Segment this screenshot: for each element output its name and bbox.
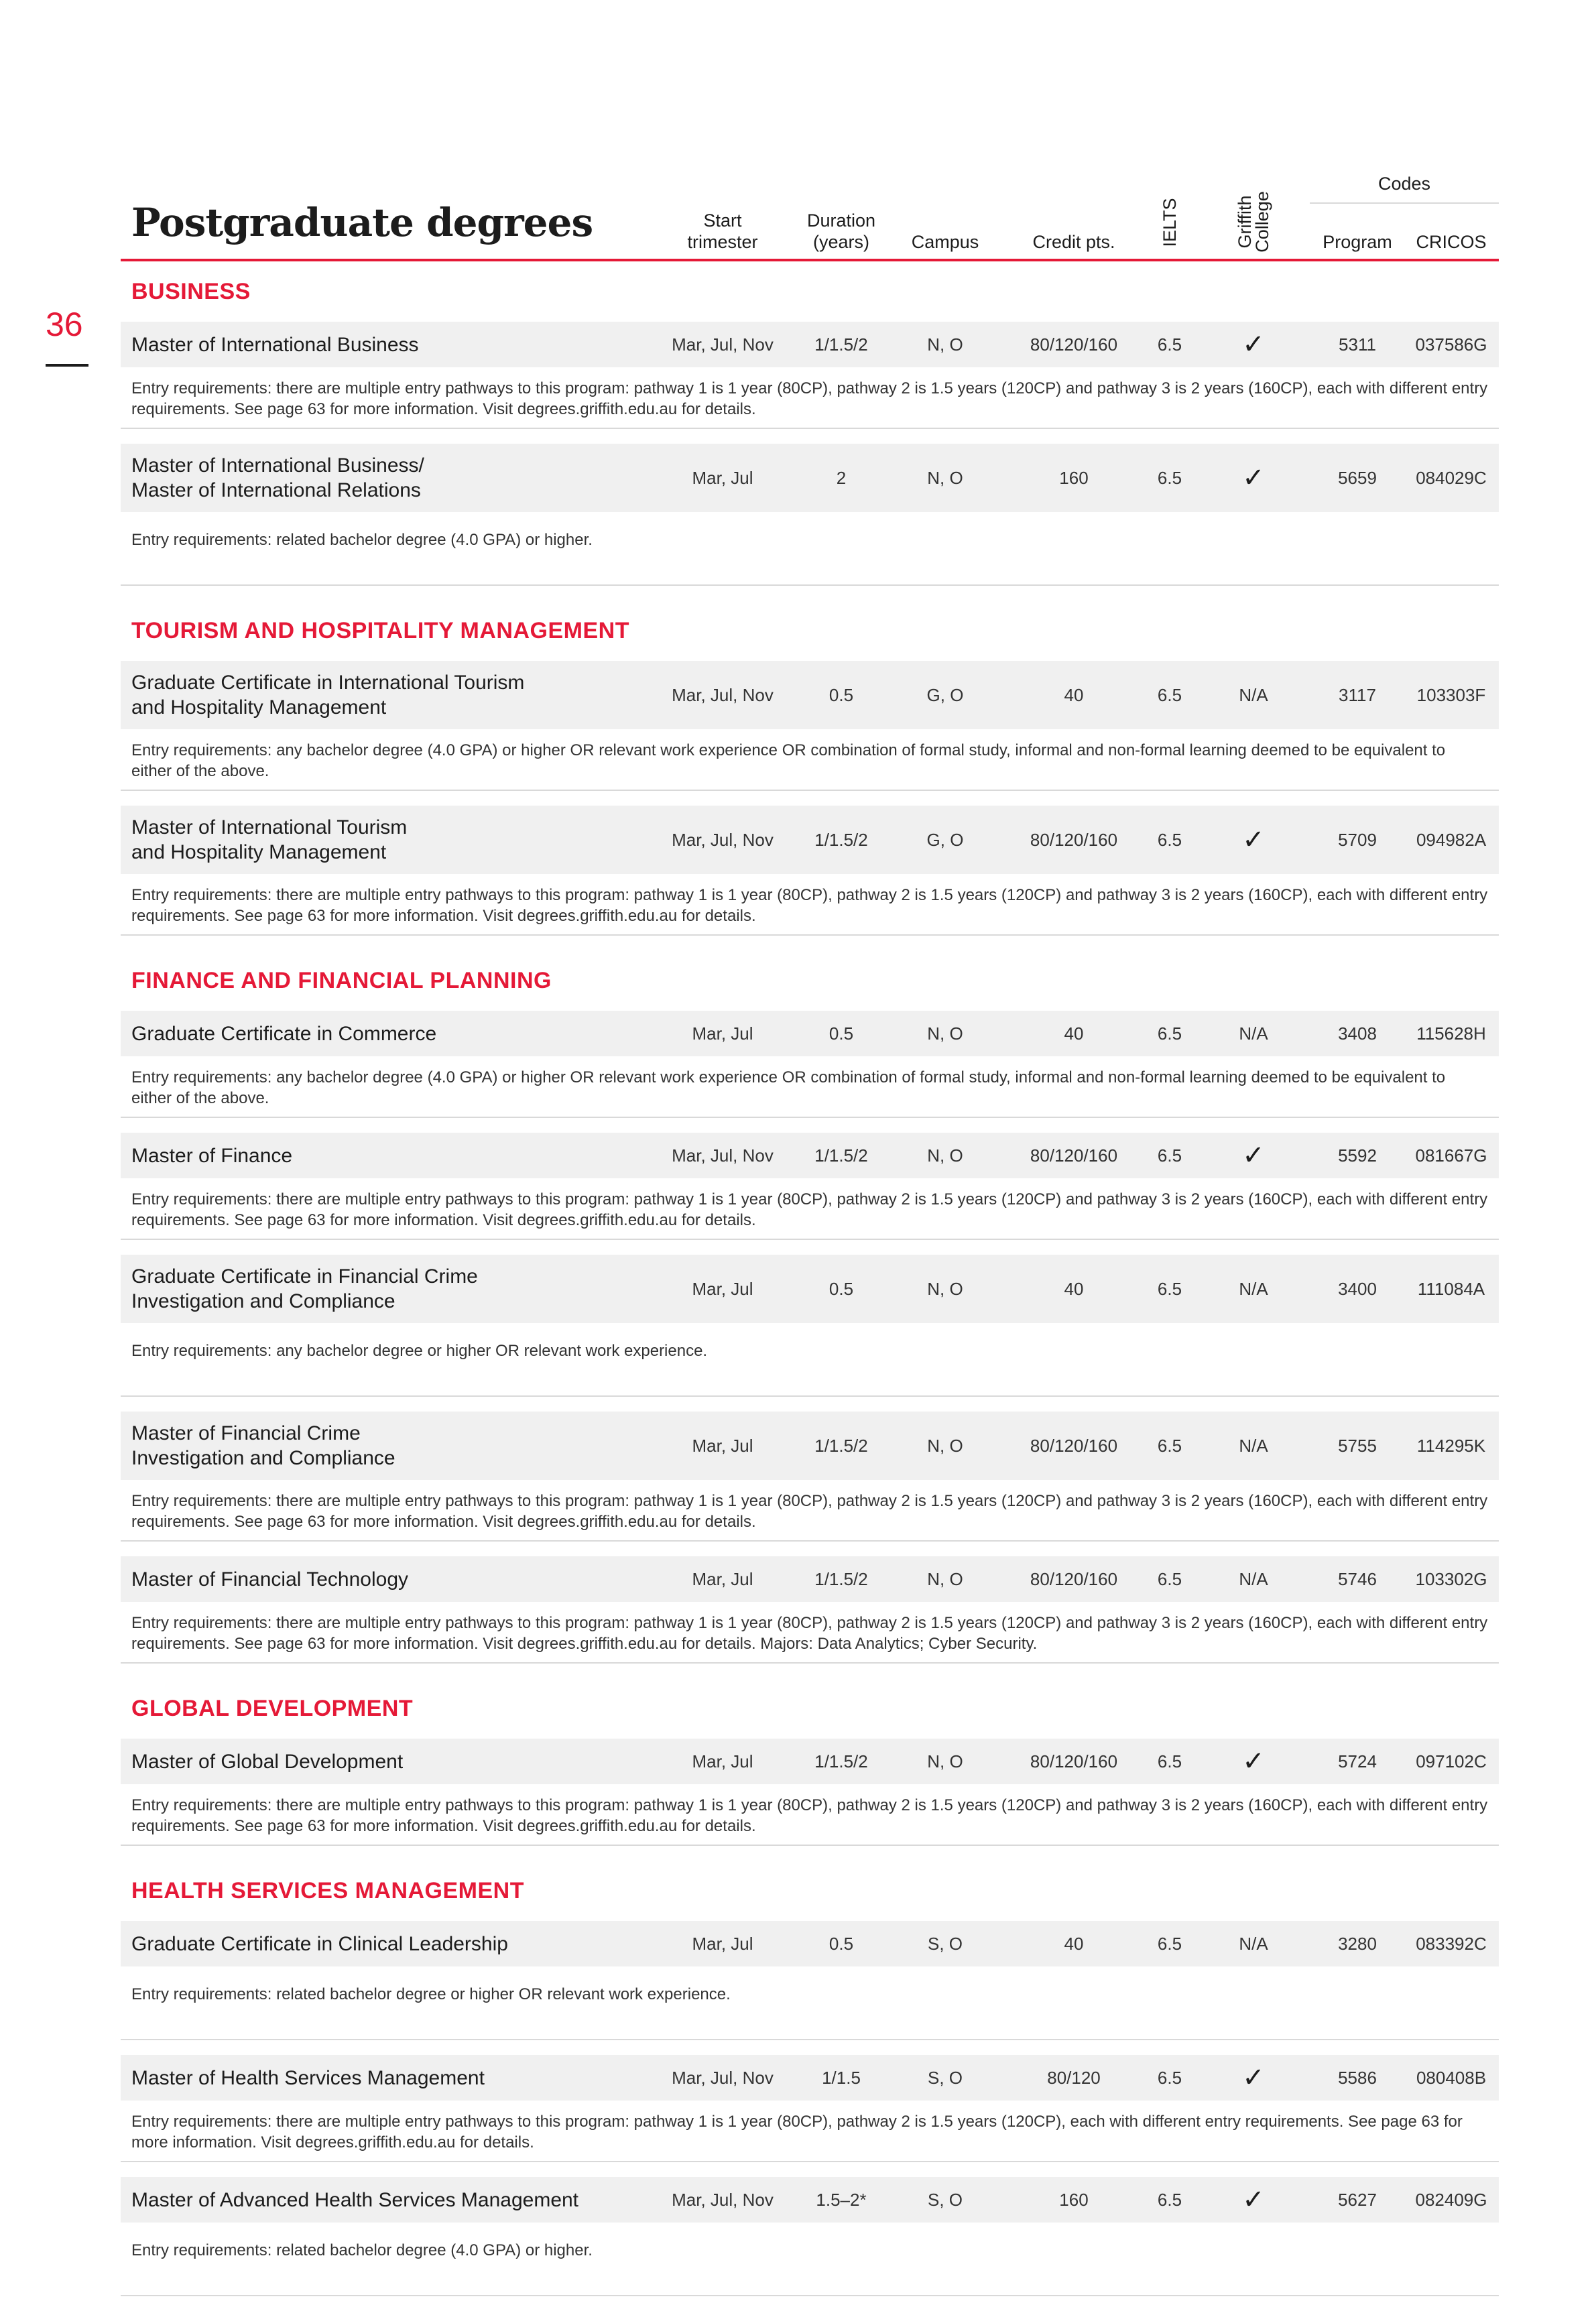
start-trimester-cell: Mar, Jul xyxy=(692,1435,753,1456)
ielts-cell: 6.5 xyxy=(1157,2189,1182,2210)
griffith-college-check-icon: ✓ xyxy=(1242,825,1265,855)
campus-cell: N, O xyxy=(927,1751,963,1771)
duration-cell: 1/1.5/2 xyxy=(814,1751,868,1771)
program-entry xyxy=(121,2177,1499,2296)
cricos-code-cell: 037586G xyxy=(1415,334,1487,355)
program-code-cell: 5724 xyxy=(1338,1751,1377,1771)
table-row xyxy=(121,2177,1499,2223)
campus-cell: N, O xyxy=(927,1568,963,1589)
program-code-cell: 5755 xyxy=(1338,1435,1377,1456)
page-title: Postgraduate degrees xyxy=(131,200,593,245)
section-title: GLOBAL DEVELOPMENT xyxy=(131,1696,414,1721)
table-row xyxy=(121,1556,1499,1602)
cricos-code-cell: 114295K xyxy=(1416,1435,1486,1456)
sections-container xyxy=(121,261,1499,2311)
start-trimester-cell: Mar, Jul, Nov xyxy=(672,2189,774,2210)
duration-cell: 0.5 xyxy=(828,1278,854,1299)
entry-requirements: Entry requirements: related bachelor degree (4.0 GPA) or higher. xyxy=(131,2241,593,2259)
duration-cell: 0.5 xyxy=(828,1933,854,1954)
program-code-cell: 5592 xyxy=(1338,1145,1377,1166)
program-name: Master of Advanced Health Services Management xyxy=(131,2188,579,2211)
duration-cell: 1/1.5/2 xyxy=(814,334,868,355)
start-trimester-cell: Mar, Jul xyxy=(692,1023,753,1044)
credit-points-cell: 40 xyxy=(1064,1023,1084,1044)
program-code-cell: 3280 xyxy=(1338,1933,1377,1954)
table-row xyxy=(121,2055,1499,2101)
start-trimester-cell: Mar, Jul xyxy=(692,1933,753,1954)
griffith-college-check-icon: ✓ xyxy=(1242,1747,1265,1776)
entry-requirements: Entry requirements: there are multiple entry pathways to this program: pathway 1 is 1 year (80CP), pathway 2 is 1.5 years (120CP) and pathway 3 is 2 years (160CP), each with different entry requirements. See page 63 for more information. Visit degrees.griffith.edu.au for details. xyxy=(131,1796,1488,1835)
program-entry xyxy=(121,1255,1499,1397)
campus-cell: N, O xyxy=(927,467,963,488)
table-row xyxy=(121,322,1499,367)
program-name: Master of Health Services Management xyxy=(131,2066,485,2089)
program-code-cell: 3408 xyxy=(1338,1023,1377,1044)
griffith-college-check-icon: ✓ xyxy=(1242,330,1265,359)
program-name: Graduate Certificate in International Tourism and Hospitality Management xyxy=(131,672,525,719)
entry-requirements: Entry requirements: there are multiple entry pathways to this program: pathway 1 is 1 year (80CP), pathway 2 is 1.5 years (120CP), each with different entry requirements. See page 63 for more information. Visit degrees.griffith.edu.au for details. xyxy=(131,2113,1463,2151)
start-trimester-cell: Mar, Jul xyxy=(692,467,753,488)
cricos-code-cell: 094982A xyxy=(1416,829,1487,850)
program-entry xyxy=(121,444,1499,586)
section-title: TOURISM AND HOSPITALITY MANAGEMENT xyxy=(131,618,629,643)
program-code-cell: 5659 xyxy=(1338,467,1377,488)
credit-points-cell: 160 xyxy=(1059,467,1089,488)
entry-requirements: Entry requirements: there are multiple entry pathways to this program: pathway 1 is 1 year (80CP), pathway 2 is 1.5 years (120CP) and pathway 3 is 2 years (160CP), each with different entry requirements. See page 63 for more information. Visit degrees.griffith.edu.au for details. Majors: Data Analytics; Cyber Security. xyxy=(131,1614,1488,1653)
program-section xyxy=(121,1678,1499,1846)
header-ielts: IELTS xyxy=(1160,198,1180,247)
codes-rule xyxy=(1310,202,1499,204)
duration-cell: 0.5 xyxy=(828,684,854,705)
header-duration: Duration (years) xyxy=(806,210,876,252)
ielts-cell: 6.5 xyxy=(1157,1751,1182,1771)
campus-cell: N, O xyxy=(927,1278,963,1299)
header-campus: Campus xyxy=(911,232,979,252)
start-trimester-cell: Mar, Jul xyxy=(692,1751,753,1771)
campus-cell: G, O xyxy=(926,829,964,850)
header-cricos: CRICOS xyxy=(1416,232,1487,252)
program-section xyxy=(121,1861,1499,2296)
cricos-code-cell: 080408B xyxy=(1416,2067,1487,2088)
program-entry xyxy=(121,322,1499,429)
program-name: Master of International Business xyxy=(131,333,419,356)
entry-requirements: Entry requirements: related bachelor degree (4.0 GPA) or higher. xyxy=(131,531,593,549)
program-section xyxy=(121,950,1499,1664)
griffith-college-cell: N/A xyxy=(1239,1568,1268,1589)
program-code-cell: 5311 xyxy=(1339,334,1376,355)
campus-cell: N, O xyxy=(927,1435,963,1456)
cricos-code-cell: 115628H xyxy=(1416,1023,1486,1044)
program-code-cell: 5627 xyxy=(1338,2189,1377,2210)
ielts-cell: 6.5 xyxy=(1157,1278,1182,1299)
credit-points-cell: 40 xyxy=(1064,684,1084,705)
table-row xyxy=(121,1133,1499,1178)
ielts-cell: 6.5 xyxy=(1157,1933,1182,1954)
table-row xyxy=(121,1412,1499,1480)
program-entry xyxy=(121,2055,1499,2162)
table-row xyxy=(121,444,1499,512)
cricos-code-cell: 082409G xyxy=(1415,2189,1487,2210)
ielts-cell: 6.5 xyxy=(1157,2067,1182,2088)
program-name: Master of International Business/ Master of International Relations xyxy=(131,454,424,501)
campus-cell: S, O xyxy=(927,1933,963,1954)
campus-cell: N, O xyxy=(927,334,963,355)
duration-cell: 2 xyxy=(836,467,847,488)
griffith-college-cell: N/A xyxy=(1239,1023,1268,1044)
program-name: Master of Global Development xyxy=(131,1750,404,1773)
credit-points-cell: 80/120/160 xyxy=(1030,829,1118,850)
program-entry xyxy=(121,1133,1499,1240)
table-row xyxy=(121,661,1499,729)
program-name: Graduate Certificate in Commerce xyxy=(131,1022,437,1045)
campus-cell: N, O xyxy=(927,1145,963,1166)
header-codes: Codes xyxy=(1377,174,1431,194)
ielts-cell: 6.5 xyxy=(1157,1435,1182,1456)
entry-requirements: Entry requirements: any bachelor degree (4.0 GPA) or higher OR relevant work experience OR combination of formal study, informal and non-formal learning deemed to be equivalent to either of the above. xyxy=(131,741,1446,780)
ielts-cell: 6.5 xyxy=(1157,334,1182,355)
program-entry xyxy=(121,1556,1499,1664)
ielts-cell: 6.5 xyxy=(1157,1568,1182,1589)
program-code-cell: 3117 xyxy=(1339,684,1376,705)
program-name: Master of International Tourism and Hospitality Management xyxy=(131,816,408,863)
start-trimester-cell: Mar, Jul, Nov xyxy=(672,2067,774,2088)
program-name: Master of Finance xyxy=(131,1144,293,1167)
credit-points-cell: 160 xyxy=(1059,2189,1089,2210)
entry-requirements: Entry requirements: there are multiple entry pathways to this program: pathway 1 is 1 year (80CP), pathway 2 is 1.5 years (120CP) and pathway 3 is 2 years (160CP), each with different entry requirements. See page 63 for more information. Visit degrees.griffith.edu.au for details. xyxy=(131,379,1488,418)
program-name: Graduate Certificate in Clinical Leadership xyxy=(131,1932,508,1955)
program-name: Master of Financial Crime Investigation and Compliance xyxy=(131,1422,395,1469)
credit-points-cell: 80/120/160 xyxy=(1030,334,1118,355)
griffith-college-check-icon: ✓ xyxy=(1242,1141,1265,1170)
page-number-rule xyxy=(46,364,88,367)
program-entry xyxy=(121,1412,1499,1542)
entry-requirements: Entry requirements: there are multiple entry pathways to this program: pathway 1 is 1 year (80CP), pathway 2 is 1.5 years (120CP) and pathway 3 is 2 years (160CP), each with different entry requirements. See page 63 for more information. Visit degrees.griffith.edu.au for details. xyxy=(131,1190,1488,1229)
program-code-cell: 5586 xyxy=(1338,2067,1377,2088)
section-title: BUSINESS xyxy=(131,279,251,304)
header-griffith-college: Griffith College xyxy=(1235,191,1272,253)
table-row xyxy=(121,1255,1499,1323)
ielts-cell: 6.5 xyxy=(1157,467,1182,488)
cricos-code-cell: 084029C xyxy=(1416,467,1487,488)
program-entry xyxy=(121,1011,1499,1118)
campus-cell: N, O xyxy=(927,1023,963,1044)
ielts-cell: 6.5 xyxy=(1157,829,1182,850)
header-credit-pts: Credit pts. xyxy=(1032,232,1115,252)
ielts-cell: 6.5 xyxy=(1157,684,1182,705)
cricos-code-cell: 103302G xyxy=(1415,1568,1487,1589)
campus-cell: S, O xyxy=(927,2189,963,2210)
table-row xyxy=(121,806,1499,874)
campus-cell: S, O xyxy=(927,2067,963,2088)
cricos-code-cell: 111084A xyxy=(1417,1278,1485,1299)
credit-points-cell: 80/120/160 xyxy=(1030,1145,1118,1166)
griffith-college-check-icon: ✓ xyxy=(1242,2063,1265,2093)
program-entry xyxy=(121,661,1499,791)
cricos-code-cell: 081667G xyxy=(1415,1145,1487,1166)
program-name: Master of Financial Technology xyxy=(131,1568,408,1590)
program-code-cell: 5709 xyxy=(1338,829,1377,850)
credit-points-cell: 80/120/160 xyxy=(1030,1435,1118,1456)
ielts-cell: 6.5 xyxy=(1157,1145,1182,1166)
start-trimester-cell: Mar, Jul, Nov xyxy=(672,684,774,705)
duration-cell: 1/1.5/2 xyxy=(814,829,868,850)
program-entry xyxy=(121,1739,1499,1846)
page-number: 36 xyxy=(46,306,83,343)
table-row xyxy=(121,1011,1499,1056)
table-row xyxy=(121,1739,1499,1784)
start-trimester-cell: Mar, Jul xyxy=(692,1568,753,1589)
campus-cell: G, O xyxy=(926,684,964,705)
credit-points-cell: 80/120/160 xyxy=(1030,1568,1118,1589)
duration-cell: 1/1.5/2 xyxy=(814,1435,868,1456)
griffith-college-check-icon: ✓ xyxy=(1242,463,1265,493)
entry-requirements: Entry requirements: any bachelor degree or higher OR relevant work experience. xyxy=(131,1342,708,1360)
ielts-cell: 6.5 xyxy=(1157,1023,1182,1044)
section-title: FINANCE AND FINANCIAL PLANNING xyxy=(131,968,552,993)
start-trimester-cell: Mar, Jul xyxy=(692,1278,753,1299)
griffith-college-check-icon: ✓ xyxy=(1242,2185,1265,2214)
griffith-college-cell: N/A xyxy=(1239,684,1268,705)
section-title: HEALTH SERVICES MANAGEMENT xyxy=(131,1878,525,1903)
program-entry xyxy=(121,806,1499,936)
duration-cell: 1/1.5/2 xyxy=(814,1145,868,1166)
duration-cell: 1.5–2* xyxy=(816,2189,867,2210)
header-start-trimester: Start trimester xyxy=(687,210,758,252)
start-trimester-cell: Mar, Jul, Nov xyxy=(672,334,774,355)
program-section xyxy=(121,261,1499,586)
cricos-code-cell: 103303F xyxy=(1416,684,1486,705)
header-program-code: Program xyxy=(1323,232,1392,252)
duration-cell: 1/1.5 xyxy=(822,2067,861,2088)
credit-points-cell: 40 xyxy=(1064,1933,1084,1954)
program-section xyxy=(121,601,1499,936)
duration-cell: 1/1.5/2 xyxy=(814,1568,868,1589)
table-row xyxy=(121,1921,1499,1966)
cricos-code-cell: 083392C xyxy=(1416,1933,1487,1954)
program-name: Graduate Certificate in Financial Crime Investigation and Compliance xyxy=(131,1265,478,1312)
credit-points-cell: 40 xyxy=(1064,1278,1084,1299)
start-trimester-cell: Mar, Jul, Nov xyxy=(672,1145,774,1166)
duration-cell: 0.5 xyxy=(828,1023,854,1044)
program-entry xyxy=(121,1921,1499,2040)
program-code-cell: 3400 xyxy=(1338,1278,1377,1299)
griffith-college-cell: N/A xyxy=(1239,1933,1268,1954)
griffith-college-cell: N/A xyxy=(1239,1435,1268,1456)
entry-requirements: Entry requirements: any bachelor degree (4.0 GPA) or higher OR relevant work experience OR combination of formal study, informal and non-formal learning deemed to be equivalent to either of the above. xyxy=(131,1068,1446,1107)
entry-requirements: Entry requirements: there are multiple entry pathways to this program: pathway 1 is 1 year (80CP), pathway 2 is 1.5 years (120CP) and pathway 3 is 2 years (160CP), each with different entry requirements. See page 63 for more information. Visit degrees.griffith.edu.au for details. xyxy=(131,886,1488,925)
credit-points-cell: 80/120 xyxy=(1047,2067,1101,2088)
griffith-college-cell: N/A xyxy=(1239,1278,1268,1299)
entry-requirements: Entry requirements: related bachelor degree or higher OR relevant work experience. xyxy=(131,1985,731,2003)
cricos-code-cell: 097102C xyxy=(1416,1751,1487,1771)
start-trimester-cell: Mar, Jul, Nov xyxy=(672,829,774,850)
credit-points-cell: 80/120/160 xyxy=(1030,1751,1118,1771)
program-code-cell: 5746 xyxy=(1338,1568,1377,1589)
entry-requirements: Entry requirements: there are multiple entry pathways to this program: pathway 1 is 1 year (80CP), pathway 2 is 1.5 years (120CP) and pathway 3 is 2 years (160CP), each with different entry requirements. See page 63 for more information. Visit degrees.griffith.edu.au for details. xyxy=(131,1492,1488,1531)
